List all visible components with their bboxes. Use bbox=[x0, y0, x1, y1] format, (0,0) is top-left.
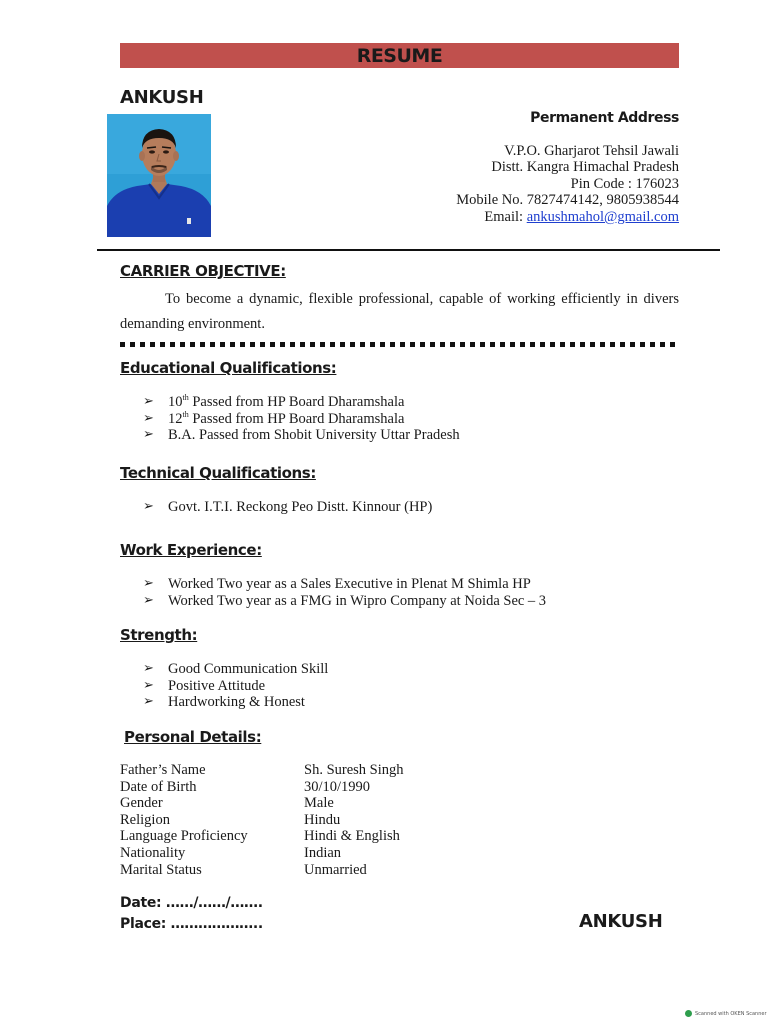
table-row bbox=[120, 828, 404, 845]
email-label: Email: bbox=[484, 208, 527, 225]
table-row bbox=[120, 795, 404, 812]
arrow-bullet-icon: ➢ bbox=[143, 394, 154, 409]
address-mobile: Mobile No. 7827474142, 9805938544 bbox=[456, 192, 679, 209]
address-line-2: Distt. Kangra Himachal Pradesh bbox=[491, 159, 679, 176]
row-label: Language Proficiency bbox=[120, 828, 248, 845]
profile-photo bbox=[107, 114, 211, 237]
date-line: Date: ……/……/……. bbox=[120, 895, 263, 911]
arrow-bullet-icon: ➢ bbox=[143, 661, 154, 676]
scanner-watermark bbox=[685, 1010, 767, 1017]
personal-details-table bbox=[120, 762, 404, 878]
dotted-divider bbox=[120, 342, 678, 347]
row-value: Hindu bbox=[304, 811, 341, 828]
row-value: Indian bbox=[304, 844, 342, 861]
resume-title: RESUME bbox=[356, 45, 443, 67]
row-value: Hindi & English bbox=[304, 828, 400, 845]
table-row bbox=[120, 812, 404, 829]
arrow-bullet-icon: ➢ bbox=[143, 677, 154, 693]
personal-heading: Personal Details: bbox=[124, 728, 262, 746]
list-item: ➢ Worked Two year as a FMG in Wipro Company at Noida Sec – 3 bbox=[143, 592, 547, 609]
signature-name: ANKUSH bbox=[579, 911, 663, 932]
row-label: Nationality bbox=[120, 844, 186, 861]
scanner-watermark-text: Scanned with OKEN Scanner bbox=[695, 1010, 767, 1017]
technical-heading: Technical Qualifications: bbox=[120, 464, 316, 482]
list-item: ➢ Positive Attitude bbox=[143, 677, 266, 694]
address-email-row bbox=[456, 209, 679, 226]
arrow-bullet-icon: ➢ bbox=[143, 410, 154, 426]
candidate-name: ANKUSH bbox=[120, 87, 204, 108]
address-title: Permanent Address bbox=[530, 110, 679, 126]
list-item: ➢ Hardworking & Honest bbox=[143, 694, 305, 711]
objective-text: To become a dynamic, flexible professional, capable of working efficiently in divers demanding environment. bbox=[120, 291, 679, 332]
list-item: ➢ B.A. Passed from Shobit University Uttar Pradesh bbox=[143, 427, 460, 444]
list-item: ➢ Good Communication Skill bbox=[143, 661, 329, 677]
resume-banner bbox=[120, 43, 679, 68]
arrow-bullet-icon: ➢ bbox=[143, 499, 154, 514]
technical-list bbox=[143, 499, 432, 516]
row-label: Marital Status bbox=[120, 861, 202, 878]
list-item: ➢ Worked Two year as a Sales Executive in Plenat M Shimla HP bbox=[143, 576, 531, 592]
address-line-1: V.P.O. Gharjarot Tehsil Jawali bbox=[504, 142, 679, 159]
address-pin-code: Pin Code : 176023 bbox=[570, 175, 679, 192]
strength-heading: Strength: bbox=[120, 626, 198, 644]
table-row bbox=[120, 845, 404, 862]
work-heading: Work Experience: bbox=[120, 541, 262, 559]
address-block bbox=[456, 110, 679, 226]
row-label: Father’s Name bbox=[120, 762, 206, 778]
arrow-bullet-icon: ➢ bbox=[143, 576, 154, 591]
place-line: Place: ……………….. bbox=[120, 916, 263, 932]
arrow-bullet-icon: ➢ bbox=[143, 427, 154, 443]
list-item: ➢ Govt. I.T.I. Reckong Peo Distt. Kinnour (HP) bbox=[143, 499, 433, 515]
table-row bbox=[120, 762, 404, 779]
strength-list bbox=[143, 661, 328, 711]
row-label: Date of Birth bbox=[120, 778, 197, 795]
list-item: ➢ 12th Passed from HP Board Dharamshala bbox=[143, 409, 405, 427]
row-value: Sh. Suresh Singh bbox=[304, 762, 404, 778]
row-value: Unmarried bbox=[304, 861, 367, 878]
row-value: Male bbox=[304, 795, 334, 812]
education-list bbox=[143, 394, 460, 444]
row-label: Gender bbox=[120, 795, 163, 812]
arrow-bullet-icon: ➢ bbox=[143, 592, 154, 608]
row-value: 30/10/1990 bbox=[304, 778, 371, 795]
objective-heading: CARRIER OBJECTIVE: bbox=[120, 262, 286, 280]
arrow-bullet-icon: ➢ bbox=[143, 694, 154, 710]
work-list bbox=[143, 576, 546, 609]
scanner-logo-icon bbox=[685, 1010, 692, 1017]
education-heading: Educational Qualifications: bbox=[120, 359, 337, 377]
email-link[interactable]: ankushmahol@gmail.com bbox=[526, 208, 679, 225]
list-item: ➢ 10th Passed from HP Board Dharamshala bbox=[143, 393, 405, 410]
table-row bbox=[120, 779, 404, 796]
header-divider bbox=[97, 249, 720, 251]
table-row bbox=[120, 862, 404, 879]
row-label: Religion bbox=[120, 811, 170, 828]
